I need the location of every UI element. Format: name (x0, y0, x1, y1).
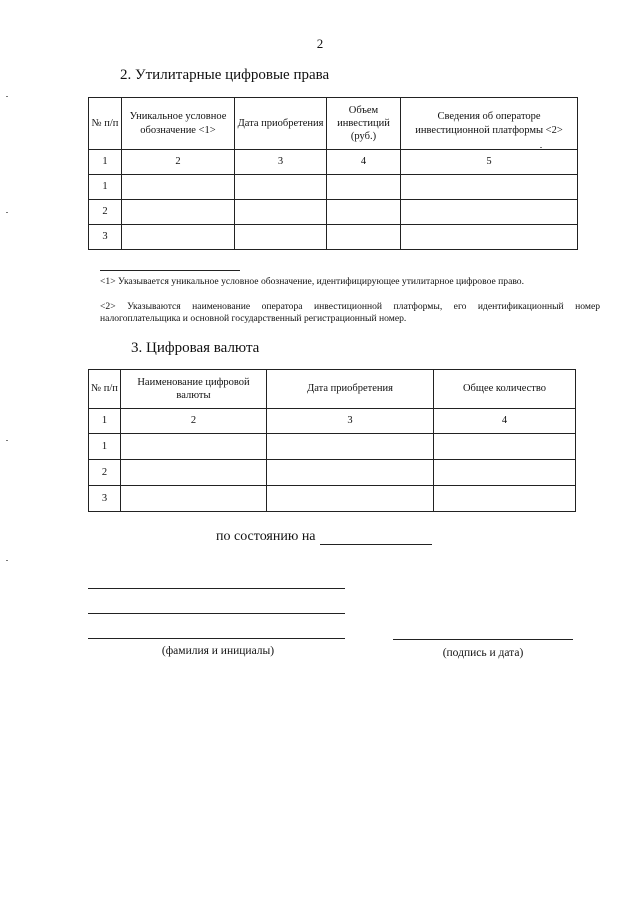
table-cell: 2 (122, 150, 235, 175)
signature-line[interactable] (393, 639, 573, 640)
table-cell: 4 (434, 409, 576, 434)
table-row (89, 175, 578, 200)
header-cell-investment-volume: Объем инвестиций (руб.) (327, 98, 401, 150)
footnote-1 (88, 276, 600, 288)
table-cell: 2 (121, 409, 267, 434)
table-cell: 1 (89, 175, 122, 200)
table-cell (267, 460, 434, 486)
column-numbering-row (89, 150, 578, 175)
table-cell (121, 486, 267, 512)
table-cell (327, 225, 401, 250)
header-cell-unique-designation: Уникальное условное обозначение <1> (122, 98, 235, 150)
table-cell: 2 (89, 460, 121, 486)
table-row (89, 460, 576, 486)
name-caption: (фамилия и инициалы) (161, 645, 275, 657)
page-number: 2 (316, 36, 324, 51)
header-cell-currency-name: Наименование цифровой валюты (121, 370, 267, 409)
header-cell-number: № п/п (89, 98, 122, 150)
column-numbering-row (89, 409, 576, 434)
table-row (89, 486, 576, 512)
table-header-row (89, 370, 576, 409)
table-cell (122, 175, 235, 200)
table-header-row (89, 98, 578, 150)
digital-currency-table (88, 369, 576, 512)
table-cell (401, 175, 578, 200)
table-cell (401, 200, 578, 225)
table-cell (434, 460, 576, 486)
header-cell-platform-operator: Сведения об операторе инвестиционной платформы <2> (401, 98, 578, 150)
table-cell (235, 200, 327, 225)
scan-speck (6, 440, 8, 441)
table-cell (434, 434, 576, 460)
table-cell: 3 (89, 225, 122, 250)
table-cell (235, 225, 327, 250)
name-line-2[interactable] (88, 613, 345, 614)
footnote-divider (100, 270, 240, 271)
name-line-1[interactable] (88, 588, 345, 589)
table-cell (434, 486, 576, 512)
table-cell (235, 175, 327, 200)
table-cell: 2 (89, 200, 122, 225)
name-line-3[interactable] (88, 638, 345, 639)
table-row (89, 434, 576, 460)
table-cell (121, 460, 267, 486)
table-cell (327, 175, 401, 200)
status-as-of (216, 529, 432, 545)
section-3-title: 3. Цифровая валюта (131, 340, 260, 356)
table-cell: 1 (89, 150, 122, 175)
scan-speck (6, 212, 8, 213)
status-label: по состоянию на (216, 529, 316, 544)
table-cell (401, 225, 578, 250)
scan-speck (6, 96, 8, 97)
utility-rights-table (88, 97, 578, 250)
header-cell-number: № п/п (89, 370, 121, 409)
table-cell: 3 (89, 486, 121, 512)
header-cell-acquisition-date: Дата приобретения (267, 370, 434, 409)
table-cell: 3 (267, 409, 434, 434)
header-cell-total-quantity: Общее количество (434, 370, 576, 409)
table-cell (327, 200, 401, 225)
table-cell (267, 434, 434, 460)
table-cell (121, 434, 267, 460)
table-cell (267, 486, 434, 512)
table-cell: 3 (235, 150, 327, 175)
table-cell: 5 (401, 150, 578, 175)
section-2-title: 2. Утилитарные цифровые права (120, 67, 330, 83)
table-cell: 4 (327, 150, 401, 175)
scan-speck (6, 560, 8, 561)
table-row (89, 200, 578, 225)
header-cell-acquisition-date: Дата приобретения (235, 98, 327, 150)
scan-speck (540, 147, 542, 148)
table-cell: 1 (89, 434, 121, 460)
signature-caption: (подпись и дата) (442, 647, 524, 659)
status-date-field[interactable] (320, 530, 432, 545)
footnote-2-text: <2> Указываются наименование оператора инвестиционной платформы, его идентификационный номер налогоплательщика и основной государственный регистрационный номер. (100, 301, 600, 325)
table-cell (122, 200, 235, 225)
table-row (89, 225, 578, 250)
table-cell (122, 225, 235, 250)
table-cell: 1 (89, 409, 121, 434)
footnote-1-text: <1> Указывается уникальное условное обозначение, идентифицирующее утилитарное цифровое право. (100, 276, 524, 287)
footnote-2 (88, 301, 600, 326)
